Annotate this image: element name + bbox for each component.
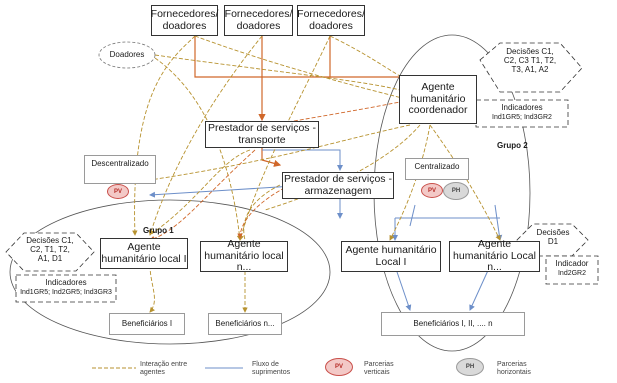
agente-local-g2-b-label: Agente humanitário Local n... [453, 238, 536, 274]
beneficiarios-g2-box [381, 312, 525, 336]
descentralizado-box [84, 155, 156, 184]
decisoes-g2-text: Decisões D1 [536, 228, 570, 247]
beneficiarios-g1-a-label: Beneficiários I [121, 318, 173, 328]
indicadores-coord-text: Ind1GR5; Ind3GR2 [492, 114, 552, 121]
prestador-transporte-box [205, 121, 319, 148]
fornecedor-box-3 [297, 5, 365, 36]
ph-badge-centralizado: PH [443, 182, 469, 200]
prestador-armazenagem-label: Prestador de serviços - armazenagem [284, 172, 392, 197]
beneficiarios-g1-a-box [109, 313, 185, 335]
indicador-g2-text: Ind2GR2 [557, 270, 587, 277]
prestador-transporte-label: Prestador de serviços - transporte [208, 121, 316, 146]
agente-local-g1-a-box [100, 238, 188, 269]
pv-badge-descentralizado: PV [107, 184, 129, 199]
legend-ph-badge: PH [456, 358, 484, 376]
fornecedor-label-2: Fornecedores/ doadores [224, 7, 293, 32]
fornecedor-box-1 [151, 5, 218, 36]
indicadores-coord-title: Indicadores [501, 103, 543, 112]
legend-ph-label: Parcerias horizontais [497, 361, 531, 377]
indicador-g2-title: Indicador [555, 259, 589, 268]
doadores-label: Doadores [109, 50, 145, 59]
grupo2-label: Grupo 2 [497, 141, 528, 150]
decisoes-coord-text: Decisões C1, C2, C3 T1, T2, T3, A1, A2 [503, 47, 557, 75]
legend-interacao: Interação entre agentes [140, 361, 188, 377]
agente-local-g2-a-box [341, 241, 441, 272]
centralizado-box [405, 158, 469, 180]
legend-pv-badge: PV [325, 358, 353, 376]
fornecedor-label-1: Fornecedores/ doadores [150, 7, 219, 32]
agente-local-g1-b-box [200, 238, 288, 274]
agente-local-g2-b-box [449, 238, 540, 274]
centralizado-label: Centralizado [414, 162, 460, 171]
decisoes-g1-text: Decisões C1, C2, T1, T2, A1, D1 [26, 236, 74, 264]
agente-local-g1-a-label: Agente humanitário local I [101, 240, 187, 265]
pv-badge-centralizado: PV [421, 183, 443, 198]
agente-local-g2-a-label: Agente humanitário Local I [345, 243, 437, 268]
legend-fluxo: Fluxo de suprimentos [252, 361, 291, 377]
agente-coordenador-label: Agente humanitário coordenador [408, 81, 468, 117]
legend-pv-label: Parcerias verticais [364, 361, 394, 377]
indicadores-g1-text: Ind1GR5; Ind2GR5; Ind3GR3 [20, 289, 112, 296]
agente-local-g1-b-label: Agente humanitário local n... [204, 238, 284, 274]
fornecedor-label-3: Fornecedores/ doadores [297, 7, 365, 32]
agente-coordenador-box [399, 75, 477, 124]
beneficiarios-g1-b-label: Beneficiários n... [215, 318, 275, 328]
fornecedor-box-2 [224, 5, 293, 36]
descentralizado-label: Descentralizado [91, 159, 149, 168]
indicadores-g1-title: Indicadores [45, 278, 87, 287]
beneficiarios-g1-b-box [208, 313, 282, 335]
prestador-armazenagem-box [282, 172, 394, 199]
beneficiarios-g2-label: Beneficiários I, II, .... n [413, 318, 493, 328]
grupo1-label: Grupo 1 [143, 226, 174, 235]
